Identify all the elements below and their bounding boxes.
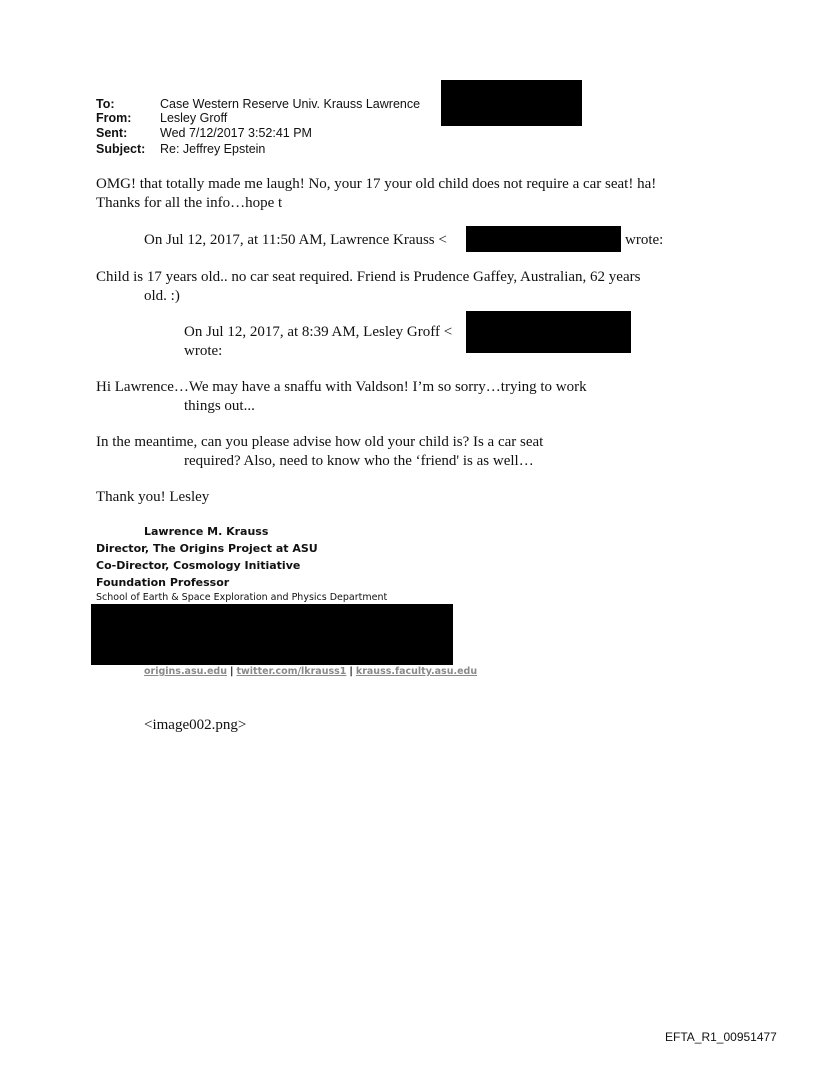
signature-title-2: Co-Director, Cosmology Initiative bbox=[96, 559, 301, 572]
link-twitter[interactable]: twitter.com/lkrauss1 bbox=[236, 666, 347, 677]
from-value: Lesley Groff bbox=[160, 111, 228, 125]
to-value: Case Western Reserve Univ. Krauss Lawrence bbox=[160, 97, 421, 111]
quote2-attribution: On Jul 12, 2017, at 8:39 AM, Lesley Groff < bbox=[184, 324, 453, 340]
redaction-box-to bbox=[441, 80, 582, 126]
subject-label: Subject: bbox=[96, 142, 146, 156]
quote1-wrote: wrote: bbox=[625, 232, 664, 248]
quote1-attribution: On Jul 12, 2017, at 11:50 AM, Lawrence Krauss < bbox=[144, 232, 447, 248]
signature-title-3: Foundation Professor bbox=[96, 576, 230, 589]
redaction-box-krauss-email bbox=[466, 226, 621, 252]
link-faculty[interactable]: krauss.faculty.asu.edu bbox=[355, 666, 478, 677]
redaction-box-groff-email bbox=[466, 311, 631, 353]
signature-links bbox=[144, 666, 477, 677]
signature-dept: School of Earth & Space Exploration and Physics Department bbox=[96, 592, 388, 603]
redaction-box-signature bbox=[91, 604, 453, 665]
sent-value: Wed 7/12/2017 3:52:41 PM bbox=[160, 126, 312, 140]
quote2-wrote: wrote: bbox=[184, 343, 223, 359]
signature-title-1: Director, The Origins Project at ASU bbox=[96, 542, 318, 555]
quote2-p2-line-2: required? Also, need to know who the ‘friend' is as well… bbox=[184, 453, 534, 469]
reply-line-1: OMG! that totally made me laugh! No, your 17 your old child does not require a car seat! ha! bbox=[96, 176, 657, 192]
link-separator: | bbox=[349, 666, 353, 677]
link-origins[interactable]: origins.asu.edu bbox=[144, 666, 227, 677]
sent-label: Sent: bbox=[96, 126, 128, 140]
quote1-body-line-2: old. :) bbox=[144, 288, 180, 304]
quote2-p1-line-2: things out... bbox=[184, 398, 255, 414]
attachment-placeholder: <image002.png> bbox=[144, 717, 247, 733]
quote1-body-line-1: Child is 17 years old.. no car seat required. Friend is Prudence Gaffey, Australian, 62 years bbox=[96, 269, 641, 285]
to-label: To: bbox=[96, 97, 115, 111]
reply-line-2: Thanks for all the info…hope t bbox=[96, 195, 283, 211]
document-id: EFTA_R1_00951477 bbox=[665, 1030, 777, 1044]
quote2-p1-line-1: Hi Lawrence…We may have a snaffu with Valdson! I’m so sorry…trying to work bbox=[96, 379, 587, 395]
subject-value: Re: Jeffrey Epstein bbox=[160, 142, 266, 156]
signature-name: Lawrence M. Krauss bbox=[144, 525, 269, 538]
quote2-p2-line-1: In the meantime, can you please advise how old your child is? Is a car seat bbox=[96, 434, 544, 450]
from-label: From: bbox=[96, 111, 132, 125]
quote2-thanks: Thank you! Lesley bbox=[96, 489, 210, 505]
link-separator: | bbox=[230, 666, 234, 677]
